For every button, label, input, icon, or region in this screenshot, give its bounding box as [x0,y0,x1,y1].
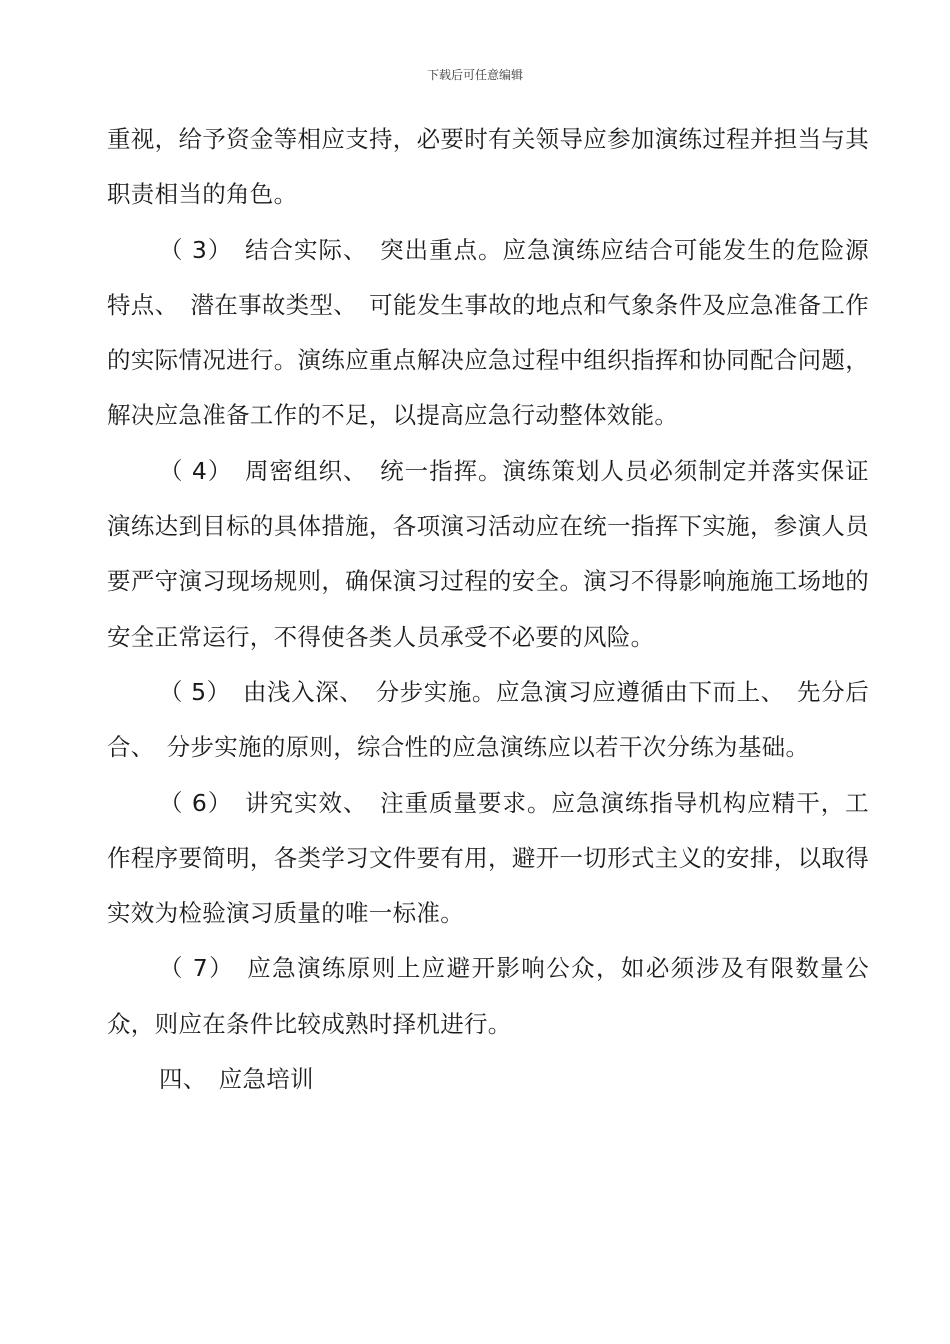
paragraph-item-4: （ 4） 周密组织、 统一指挥。演练策划人员必须制定并落实保证演练达到目标的具体措施，各项演习活动应在统一指挥下实施，参演人员要严守演习现场规则，确保演习过程的安全。演习不得影响施施工场地的安全正常运行，不得使各类人员承受不必要的风险。 [107,456,869,651]
section-heading: 四、 应急培训 [159,1065,314,1094]
paragraph-item-6: （ 6） 讲究实效、 注重质量要求。应急演练指导机构应精干，工作程序要简明，各类学习文件要有用，避开一切形式主义的安排，以取得实效为检验演习质量的唯一标准。 [107,788,869,928]
paragraph-item-3: （ 3） 结合实际、 突出重点。应急演练应结合可能发生的危险源特点、 潜在事故类型、 可能发生事故的地点和气象条件及应急准备工作的实际情况进行。演练应重点解决应急过程中组织指挥和协同配合问题，解决应急准备工作的不足，以提高应急行动整体效能。 [107,235,869,430]
paragraph-item-5: （ 5） 由浅入深、 分步实施。应急演习应遵循由下而上、 先分后合、 分步实施的原则，综合性的应急演练应以若干次分练为基础。 [107,677,869,762]
paragraph-continuation: 重视，给予资金等相应支持，必要时有关领导应参加演练过程并担当与其职责相当的角色。 [107,125,869,209]
header-note: 下载后可任意编辑 [426,68,523,82]
document-body [107,112,869,1107]
paragraph-item-7: （ 7） 应急演练原则上应避开影响公众，如必须涉及有限数量公众，则应在条件比较成熟时择机进行。 [107,954,869,1038]
